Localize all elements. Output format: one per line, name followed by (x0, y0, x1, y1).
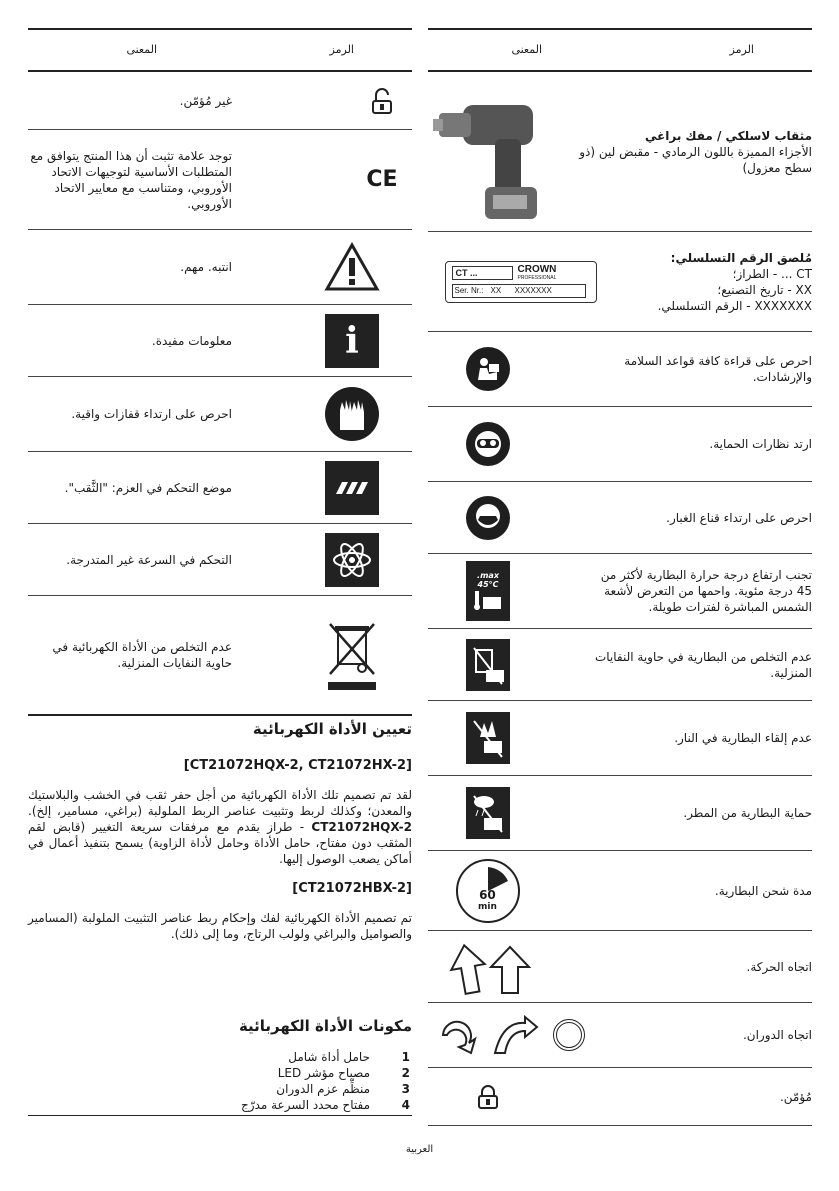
component-item: 1 حامل أداة شامل (288, 1050, 410, 1064)
battery-rain-row (428, 776, 812, 851)
components-title: مكونات الأداة الكهربائية (238, 1017, 412, 1035)
header-symbol: الرمز (329, 43, 354, 56)
serial-row (428, 232, 812, 332)
unlocked-text: غير مُؤمّن. (179, 93, 232, 108)
symbols-table-right (428, 28, 812, 1126)
label-ct: CT ... (452, 266, 513, 280)
charge-minutes: 60 (479, 887, 496, 902)
battery-temp-row (428, 554, 812, 629)
serial-line-3: XXXXXXX - الرقم التسلسلي. (657, 298, 812, 313)
warning-text: انتبه. مهم. (180, 260, 232, 274)
gloves-icon (325, 387, 379, 441)
read-manual-text: احرص على قراءة كافة قواعد السلامة والإرشادات. (624, 354, 812, 384)
label-serial: XXXXXXX (514, 285, 552, 295)
purpose-para-1: لقد تم تصميم تلك الأداة الكهربائية من أجل حفر ثقب في الخشب والبلاستيك والمعدن؛ وكذلك لربط وتثبيت عناصر الربط الملولبة (براغي، مسامير، إلخ). CT21072HQX-2 - طراز يقدم مع مرفقات سريعة التغيير (قابض لقم المثقب دون مفتاح، حامل الأداة وحامل لأداة الزاوية) يسمح بتنفيذ أعمال في أماكن يصعب الوصول إليها. (28, 788, 412, 866)
header-symbol: الرمز (729, 43, 754, 56)
components-section (28, 1017, 412, 1116)
unlocked-row (28, 72, 412, 130)
charge-time-row (428, 851, 812, 931)
label-xx: XX (490, 285, 502, 295)
dust-mask-row (428, 482, 812, 554)
battery-rain-text: حماية البطارية من المطر. (683, 806, 812, 820)
page-footer-language: العربية (405, 1144, 434, 1155)
component-item: 2 مصباح مؤشر LED (277, 1066, 410, 1080)
unlock-icon (352, 72, 412, 129)
header-meaning: المعنى (126, 43, 157, 56)
component-item: 4 مفتاح محدد السرعة مدرّج (241, 1098, 410, 1112)
warning-triangle-icon (292, 230, 412, 304)
header-meaning: المعنى (511, 43, 542, 56)
charge-unit: min (478, 901, 497, 912)
movement-row (428, 931, 812, 1003)
table-header (428, 28, 812, 72)
drill-desc: الأجزاء المميزة باللون الرمادي - مقبض لين (ذو سطح معزول) (579, 144, 812, 175)
locked-text: مُؤمّن. (779, 1089, 812, 1104)
serial-title: مُلصق الرقم التسلسلي: (670, 250, 812, 265)
serial-label (438, 232, 603, 331)
variable-speed-icon (325, 533, 379, 587)
purpose-title: تعيين الأداة الكهربائية (252, 720, 412, 738)
tool-disposal-row (28, 596, 412, 716)
goggles-icon (466, 422, 510, 466)
serial-line-1: CT ... - الطراز؛ (732, 266, 812, 281)
torque-drill-text: موضع التحكم في العزم: "الثَّقب". (64, 480, 232, 495)
battery-fire-row (428, 701, 812, 776)
goggles-row (428, 407, 812, 482)
purpose-para-2: تم تصميم الأداة الكهربائية لفك وإحكام ربط عناصر التثبيت الملولبة (المسامير والصواميل والبراغي ولولب الرتاج، وما إلى ذلك). (28, 911, 412, 941)
component-item: 3 منظِّم عزم الدوران (276, 1082, 410, 1096)
read-manual-icon (466, 347, 510, 391)
components-list (28, 1049, 412, 1113)
wheelie-bin-crossed-icon (292, 596, 412, 714)
speed-control-text: التحكم في السرعة غير المتدرجة. (66, 552, 232, 567)
ce-mark-icon: CE (366, 167, 398, 192)
purpose-model-1: [CT21072HQX-2, CT21072HX-2] (183, 758, 412, 773)
speed-control-row (28, 524, 412, 596)
torque-drill-row (28, 452, 412, 524)
purpose-section (28, 720, 412, 942)
battery-disposal-icon (466, 639, 510, 691)
drill-row (428, 72, 812, 232)
tool-disposal-text: عدم التخلص من الأداة الكهربائية في حاوية النفايات المنزلية. (52, 640, 232, 670)
battery-temp-text: تجنب ارتفاع درجة حرارة البطارية لأكثر من 45 درجة مئوية. واحمها من التعرض لأشعة الشمس المباشرة لفترات طويلة. (600, 568, 812, 614)
battery-fire-text: عدم إلقاء البطارية في النار. (674, 731, 812, 745)
table-header (28, 28, 412, 72)
charge-time-text: مدة شحن البطارية. (714, 883, 812, 898)
info-icon: i (325, 314, 379, 368)
lock-icon (428, 1068, 548, 1125)
goggles-text: ارتد نظارات الحماية. (709, 437, 812, 451)
rotation-row (428, 1003, 812, 1068)
serial-line-2: XX - تاريخ التصنيع؛ (717, 282, 812, 297)
info-text: معلومات مفيدة. (151, 333, 232, 348)
locked-row (428, 1068, 812, 1126)
symbols-table-left (28, 28, 412, 716)
battery-temp-icon (466, 561, 510, 621)
gloves-text: احرص على ارتداء قفازات واقية. (71, 407, 232, 421)
ce-text: توجد علامة تثبت أن هذا المنتج يتوافق مع المتطلبات الأساسية لتوجيهات الاتحاد الأوروبي، ومتناسب مع معايير الاتحاد الأوروبي. (30, 148, 232, 211)
warning-row (28, 230, 412, 305)
temp-label-max: max. (477, 571, 499, 580)
battery-disposal-row (428, 629, 812, 701)
label-sernr: Ser. Nr.: (454, 285, 484, 295)
battery-rain-icon (466, 787, 510, 839)
rotation-arrows-icon (428, 1003, 598, 1067)
read-manual-row (428, 332, 812, 407)
ce-row (28, 130, 412, 230)
charge-time-icon (428, 851, 548, 930)
temp-label-45c: 45°C (477, 580, 499, 589)
rotation-text: اتجاه الدوران. (742, 1028, 812, 1042)
drill-mode-icon (325, 461, 379, 515)
label-brand-sub: PROFESSIONAL (517, 274, 557, 281)
info-row (28, 305, 412, 377)
label-brand: CROWN (517, 263, 557, 275)
battery-fire-icon (466, 712, 510, 764)
gloves-row (28, 377, 412, 452)
model-bold: CT21072HQX-2 (311, 820, 412, 834)
purpose-model-2: [CT21072HBX-2] (292, 881, 412, 896)
dust-mask-text: احرص على ارتداء قناع الغبار. (666, 510, 812, 525)
movement-text: اتجاه الحركة. (746, 959, 812, 974)
drill-title: مثقاب لاسلكي / مفك براغي (644, 128, 812, 143)
dust-mask-icon (466, 496, 510, 540)
movement-arrows-icon (428, 931, 548, 1002)
drill-image (428, 72, 548, 231)
battery-disposal-text: عدم التخلص من البطارية في حاوية النفايات المنزلية. (594, 649, 812, 680)
